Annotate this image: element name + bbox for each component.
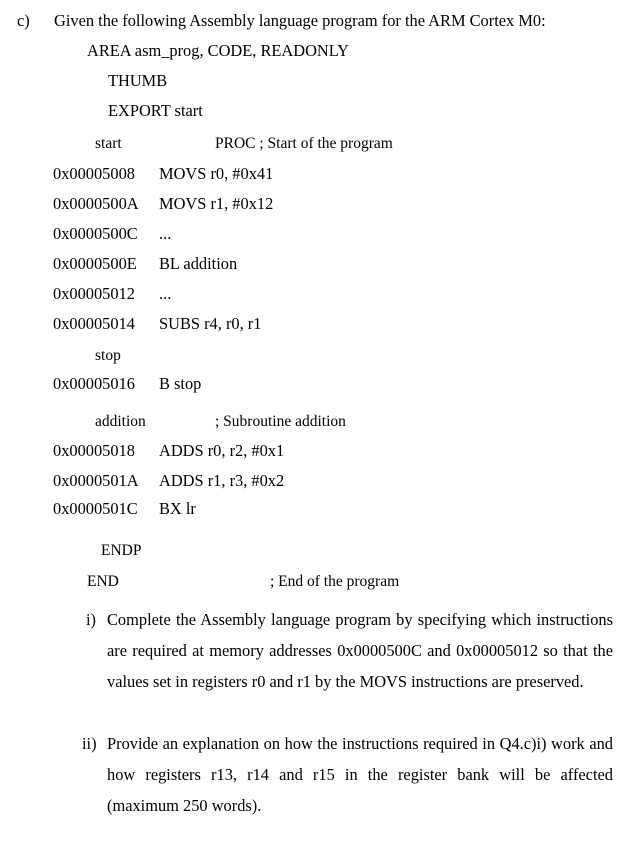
thumb-directive: THUMB (108, 71, 168, 90)
address: 0x0000500E (53, 254, 137, 273)
instruction: MOVS r1, #0x12 (159, 194, 274, 213)
instruction: ADDS r1, r3, #0x2 (159, 471, 285, 490)
area-directive: AREA asm_prog, CODE, READONLY (87, 41, 349, 60)
sub-question-number: i) (86, 610, 97, 629)
address: 0x0000501C (53, 499, 138, 518)
address: 0x0000500C (53, 224, 138, 243)
address: 0x0000500A (53, 194, 139, 213)
instruction-placeholder: ... (159, 284, 172, 303)
export-directive: EXPORT start (108, 101, 203, 120)
address: 0x00005012 (53, 284, 135, 303)
instruction-placeholder: ... (159, 224, 172, 243)
address: 0x00005014 (53, 314, 135, 333)
address: 0x00005008 (53, 164, 135, 183)
start-label: start (95, 135, 122, 152)
address: 0x0000501A (53, 471, 139, 490)
sub-question-text: Provide an explanation on how the instructions required in Q4.c)i) work and how registers r13, r14 and r15 in the register bank will be affected (maximum 250 words). (107, 734, 613, 815)
endp-directive: ENDP (101, 542, 142, 559)
start-proc: PROC ; Start of the program (215, 135, 393, 152)
stop-label: stop (95, 347, 121, 364)
address: 0x00005016 (53, 374, 135, 393)
question-intro: Given the following Assembly language program for the ARM Cortex M0: (54, 11, 546, 30)
address: 0x00005018 (53, 441, 135, 460)
end-directive: END (87, 573, 119, 590)
instruction: BL addition (159, 254, 238, 273)
instruction: BX lr (159, 499, 196, 518)
sub-question-text: Complete the Assembly language program by specifying which instructions are required at memory addresses 0x0000500C and 0x00005012 so that the values set in registers r0 and r1 by the MOVS instructions are preserved. (107, 610, 613, 691)
addition-label: addition (95, 413, 146, 430)
sub-question-number: ii) (82, 734, 97, 753)
question-label: c) (17, 11, 30, 30)
end-comment: ; End of the program (270, 573, 400, 590)
instruction: SUBS r4, r0, r1 (159, 314, 262, 333)
addition-comment: ; Subroutine addition (215, 413, 346, 430)
instruction: MOVS r0, #0x41 (159, 164, 274, 183)
instruction: ADDS r0, r2, #0x1 (159, 441, 285, 460)
instruction: B stop (159, 374, 202, 393)
